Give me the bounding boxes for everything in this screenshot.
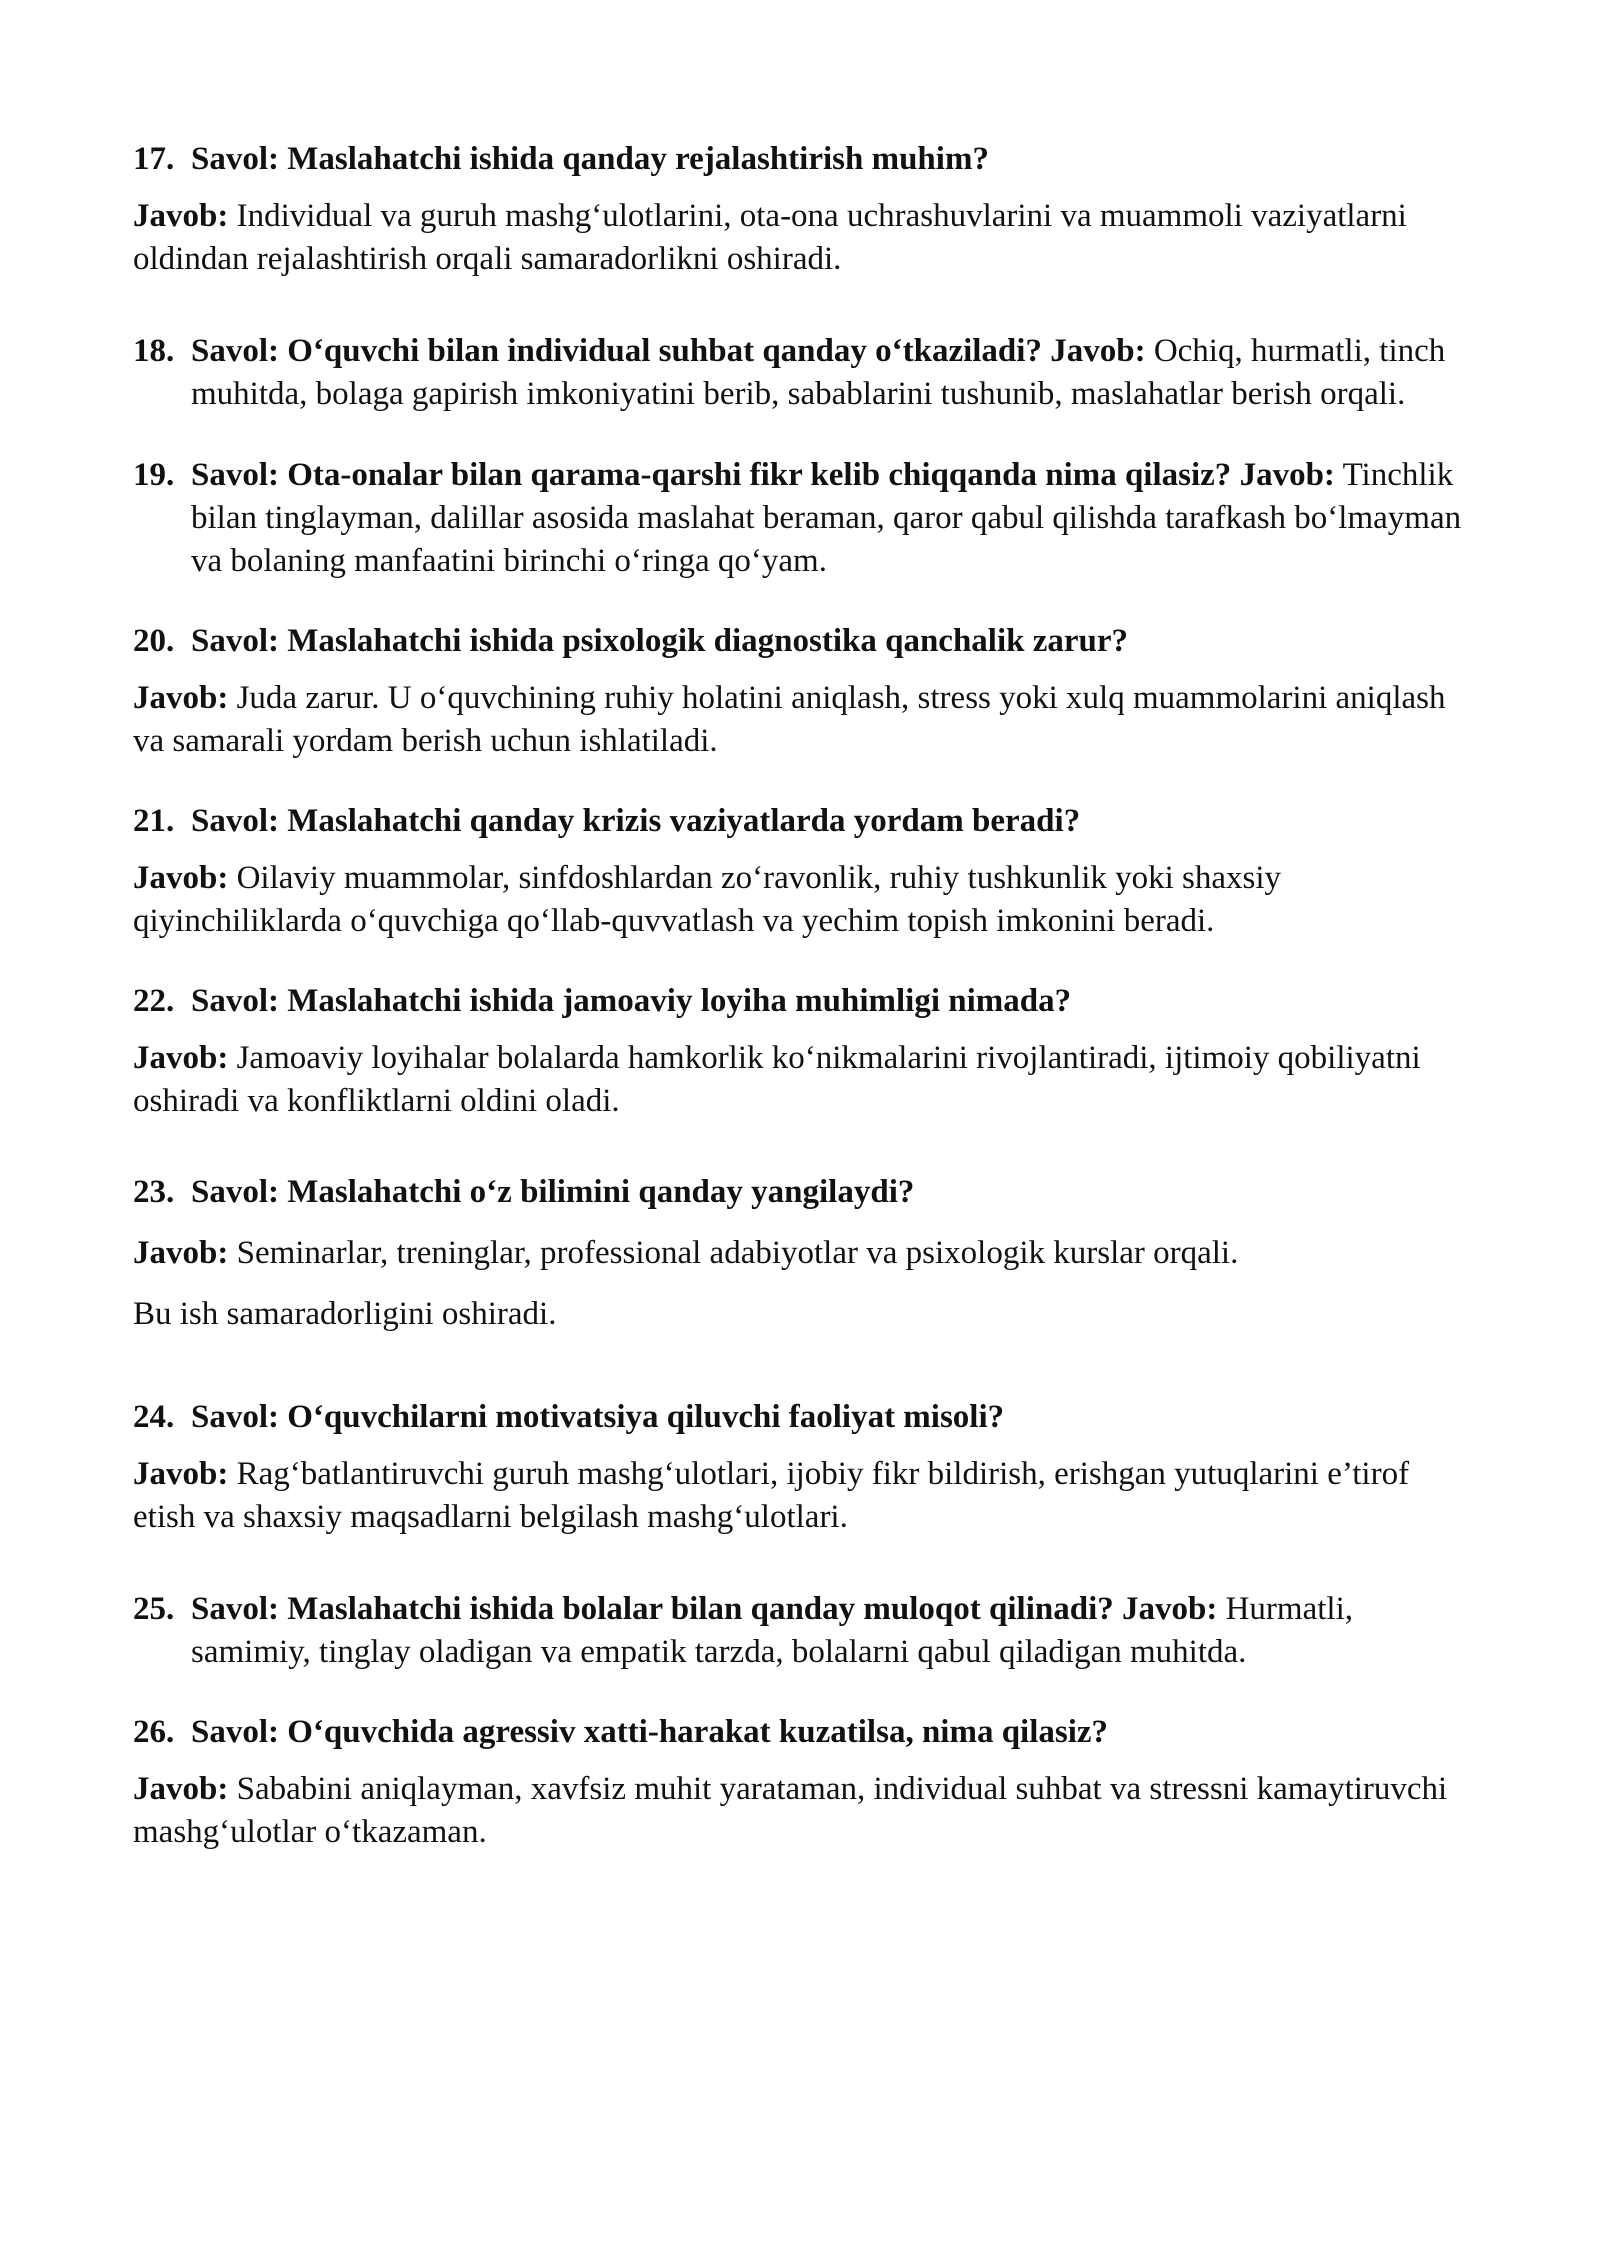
answer-text: Juda zarur. U o‘quvchining ruhiy holatini aniqlash, stress yoki xulq muammolarini aniqlash va samarali yordam berish uchun ishlatiladi. <box>133 680 1446 759</box>
question-number: 21. <box>133 803 175 839</box>
answer-label: Javob: <box>133 1040 229 1076</box>
answer-label: Javob: <box>133 1456 229 1492</box>
qa-item-24 <box>133 1396 1473 1539</box>
question-text: Savol: Maslahatchi ishida jamoaviy loyiha muhimligi nimada? <box>191 983 1072 1019</box>
qa-list <box>133 138 1473 1854</box>
question-23 <box>133 1171 1473 1214</box>
answer-label: Javob: <box>133 198 229 234</box>
answer-label: Javob: <box>133 1771 229 1807</box>
answer-text: Oilaviy muammolar, sinfdoshlardan zo‘ravonlik, ruhiy tushkunlik yoki shaxsiy qiyinchiliklarda o‘quvchiga qo‘llab-quvvatlash va yechim topish imkonini beradi. <box>133 860 1282 939</box>
question-number: 23. <box>133 1174 175 1210</box>
answer-26 <box>133 1768 1473 1854</box>
question-text: Savol: Maslahatchi qanday krizis vaziyatlarda yordam beradi? <box>191 803 1081 839</box>
answer-text: Individual va guruh mashg‘ulotlarini, ota-ona uchrashuvlarini va muammoli vaziyatlarni oldindan rejalashtirish orqali samaradorlikni oshiradi. <box>133 198 1407 277</box>
question-text: Savol: Maslahatchi ishida bolalar bilan qanday muloqot qilinadi? <box>191 1591 1114 1627</box>
answer-label: Javob: <box>1122 1591 1218 1627</box>
answer-17 <box>133 195 1473 281</box>
question-26 <box>133 1711 1473 1754</box>
answer-22 <box>133 1037 1473 1123</box>
answer-21 <box>133 857 1473 943</box>
answer-text: Rag‘batlantiruvchi guruh mashg‘ulotlari, ijobiy fikr bildirish, erishgan yutuqlarini e’tirof etish va shaxsiy maqsadlarni belgilash mashg‘ulotlari. <box>133 1456 1410 1535</box>
answer-23 <box>133 1232 1473 1275</box>
question-21 <box>133 800 1473 843</box>
question-number: 17. <box>133 141 175 177</box>
question-20 <box>133 620 1473 663</box>
question-text: Savol: Maslahatchi ishida psixologik diagnostika qanchalik zarur? <box>191 623 1129 659</box>
qa-item-19 <box>133 454 1473 583</box>
answer-continuation-23: Bu ish samaradorligini oshiradi. <box>133 1296 557 1332</box>
answer-text: Ochiq, hurmatli, tinch muhitda, bolaga gapirish imkoniyatini berib, sabablarini tushunib, maslahatlar berish orqali. <box>191 333 1446 412</box>
answer-20 <box>133 677 1473 763</box>
qa-item-25 <box>133 1588 1473 1674</box>
answer-text: Hurmatli, samimiy, tinglay oladigan va empatik tarzda, bolalarni qabul qiladigan muhitda. <box>191 1591 1353 1670</box>
answer-text: Sababini aniqlayman, xavfsiz muhit yarataman, individual suhbat va stressni kamaytiruvchi mashg‘ulotlar o‘tkazaman. <box>133 1771 1448 1850</box>
question-text: Savol: Maslahatchi o‘z bilimini qanday yangilaydi? <box>191 1174 915 1210</box>
question-number: 22. <box>133 983 175 1019</box>
answer-label: Javob: <box>1239 457 1335 493</box>
question-text: Savol: O‘quvchida agressiv xatti-harakat kuzatilsa, nima qilasiz? <box>191 1714 1109 1750</box>
question-text: Savol: O‘quvchi bilan individual suhbat qanday o‘tkaziladi? <box>191 333 1042 369</box>
question-number: 20. <box>133 623 175 659</box>
question-number: 24. <box>133 1399 175 1435</box>
question-22 <box>133 980 1473 1023</box>
question-text: Savol: Maslahatchi ishida qanday rejalashtirish muhim? <box>191 141 989 177</box>
answer-label: Javob: <box>1050 333 1146 369</box>
question-number: 18. <box>133 333 175 369</box>
qa-item-26 <box>133 1711 1473 1854</box>
qa-item-21 <box>133 800 1473 943</box>
question-24 <box>133 1396 1473 1439</box>
qa-body-25 <box>191 1588 1473 1674</box>
qa-item-17 <box>133 138 1473 281</box>
qa-item-23 <box>133 1171 1473 1336</box>
question-17 <box>133 138 1473 181</box>
answer-label: Javob: <box>133 680 229 716</box>
qa-item-18 <box>133 330 1473 416</box>
question-text: Savol: Ota-onalar bilan qarama-qarshi fikr kelib chiqqanda nima qilasiz? <box>191 457 1232 493</box>
qa-item-20 <box>133 620 1473 763</box>
answer-text: Tinchlik bilan tinglayman, dalillar asosida maslahat beraman, qaror qabul qilishda tarafkash bo‘lmayman va bolaning manfaatini birinchi o‘ringa qo‘yam. <box>191 457 1462 579</box>
answer-24 <box>133 1453 1473 1539</box>
question-number: 25. <box>133 1591 175 1627</box>
answer-text: Jamoaviy loyihalar bolalarda hamkorlik ko‘nikmalarini rivojlantiradi, ijtimoiy qobiliyatni oshiradi va konfliktlarni oldini oladi. <box>133 1040 1421 1119</box>
question-number: 26. <box>133 1714 175 1750</box>
qa-body-19 <box>191 454 1473 583</box>
qa-item-22 <box>133 980 1473 1123</box>
question-text: Savol: O‘quvchilarni motivatsiya qiluvchi faoliyat misoli? <box>191 1399 1005 1435</box>
answer-label: Javob: <box>133 860 229 896</box>
answer-text: Seminarlar, treninglar, professional adabiyotlar va psixologik kurslar orqali. <box>236 1235 1239 1271</box>
question-number: 19. <box>133 457 175 493</box>
qa-body-18 <box>191 330 1473 416</box>
answer-label: Javob: <box>133 1235 229 1271</box>
